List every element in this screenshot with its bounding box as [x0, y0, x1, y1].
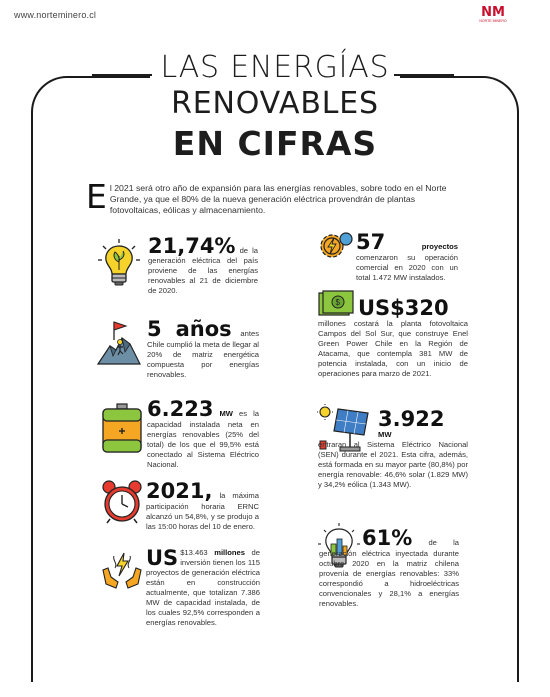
- stat-unit: MW: [219, 409, 233, 418]
- stat-text: es la capacidad instalada neta en energías renovables (25% del total) de los que el 99,5% está conectado al Sistema Eléctrico Nacional.: [147, 409, 259, 469]
- stat-unit: millones: [214, 548, 245, 557]
- norteminero-logo[interactable]: [478, 6, 508, 26]
- stat-number: 57: [356, 230, 386, 254]
- alarm-clock-icon: [100, 479, 144, 525]
- stat-text: millones costará la planta fotovoltaica Campos del Sol Sur, que construye Enel Green Power Chile en la Región de Atacama, que contempla 381 MW de potencia instalada, con un inicio de operaciones para marzo de 2021.: [318, 319, 468, 378]
- site-url[interactable]: www.norteminero.cl: [14, 10, 97, 20]
- stat-installed-capacity: [147, 398, 259, 470]
- stat-years-ahead: [147, 318, 259, 380]
- logo-text: NM: [481, 5, 505, 20]
- svg-text:$: $: [335, 298, 340, 307]
- stat-unit: proyectos: [421, 242, 458, 251]
- stat-sen-capacity-2021: [318, 408, 468, 490]
- stat-number: 5 años: [147, 317, 232, 341]
- stat-text: de inversión tienen los 115 proyectos de generación eléctrica están en construcción actualmente, que totalizan 7.386 MW de capacidad instalada, de los cuales 92,5% corresponden a energías renovables.: [146, 548, 260, 627]
- title-line-1: LAS ENERGÍAS: [160, 50, 390, 85]
- intro-paragraph: [86, 177, 466, 216]
- battery-icon: [97, 402, 147, 454]
- logo-subtitle: NORTE MINERO: [479, 19, 507, 23]
- stat-solar-plant-cost: [318, 297, 468, 379]
- stat-text: antes Chile cumplió la meta de llegar al 20% de matriz energética compuesta por energías renovables.: [147, 329, 259, 379]
- stat-text: entraran al Sistema Eléctrico Nacional (SEN) durante el 2021. Esta cifra, además, está formada en su mayor parte (80,8%) por energía renovable: 46,6% solar (1.829 MW) y 34,2% eólica (1.343 MW).: [318, 440, 468, 489]
- stat-text: comenzaron su operación comercial en 2020 con un total 1.472 MW instalados.: [356, 253, 458, 282]
- stat-peak-ernc: [146, 480, 259, 532]
- stat-text: de la generación eléctrica del país proviene de las energías renovables al 21 de diciembre de 2020.: [148, 246, 258, 295]
- stat-investment: [146, 548, 260, 628]
- hands-energy-icon: [100, 550, 144, 590]
- stat-number: 2021,: [146, 479, 213, 503]
- stat-projects: [356, 232, 458, 283]
- stat-number: 6.223: [147, 397, 214, 421]
- title-line-3: EN CIFRAS: [172, 124, 378, 163]
- mountain-flag-icon: [96, 318, 142, 366]
- stat-unit: MW: [378, 430, 392, 439]
- stat-text: de la generación eléctrica inyectada durante octubre 2020 en la matriz chilena provenía de energías renovables: 33% correspondió a hidroeléctricas convencionales y 28,1% a energías renovables.: [319, 538, 459, 608]
- stat-renewable-share: [148, 236, 258, 296]
- stat-number: US: [146, 546, 179, 570]
- gears-lightning-icon: [317, 229, 355, 263]
- stat-october-share: [319, 528, 459, 609]
- stat-number: US$320: [358, 296, 449, 320]
- stat-text: la máxima participación horaria ERNC alcanzó un 54,8%, y se produjo a las 15:00 horas del 10 de enero.: [146, 491, 259, 531]
- stat-amount: $13.463: [180, 548, 208, 557]
- intro-text: l 2021 será otro año de expansión para las energías renovables, sobre todo en el Norte Grande, ya que el 80% de la nueva generación eléctrica provendrán de plantas fotovoltaicas, eólicas y almacenamiento.: [109, 183, 447, 215]
- stat-number: 61%: [362, 526, 413, 550]
- title-line-2: RENOVABLES: [171, 86, 379, 121]
- drop-cap: E: [86, 177, 107, 216]
- lightbulb-leaf-icon: [97, 238, 141, 288]
- stat-number: 21,74%: [148, 234, 236, 258]
- stat-number: 3.922: [378, 407, 445, 431]
